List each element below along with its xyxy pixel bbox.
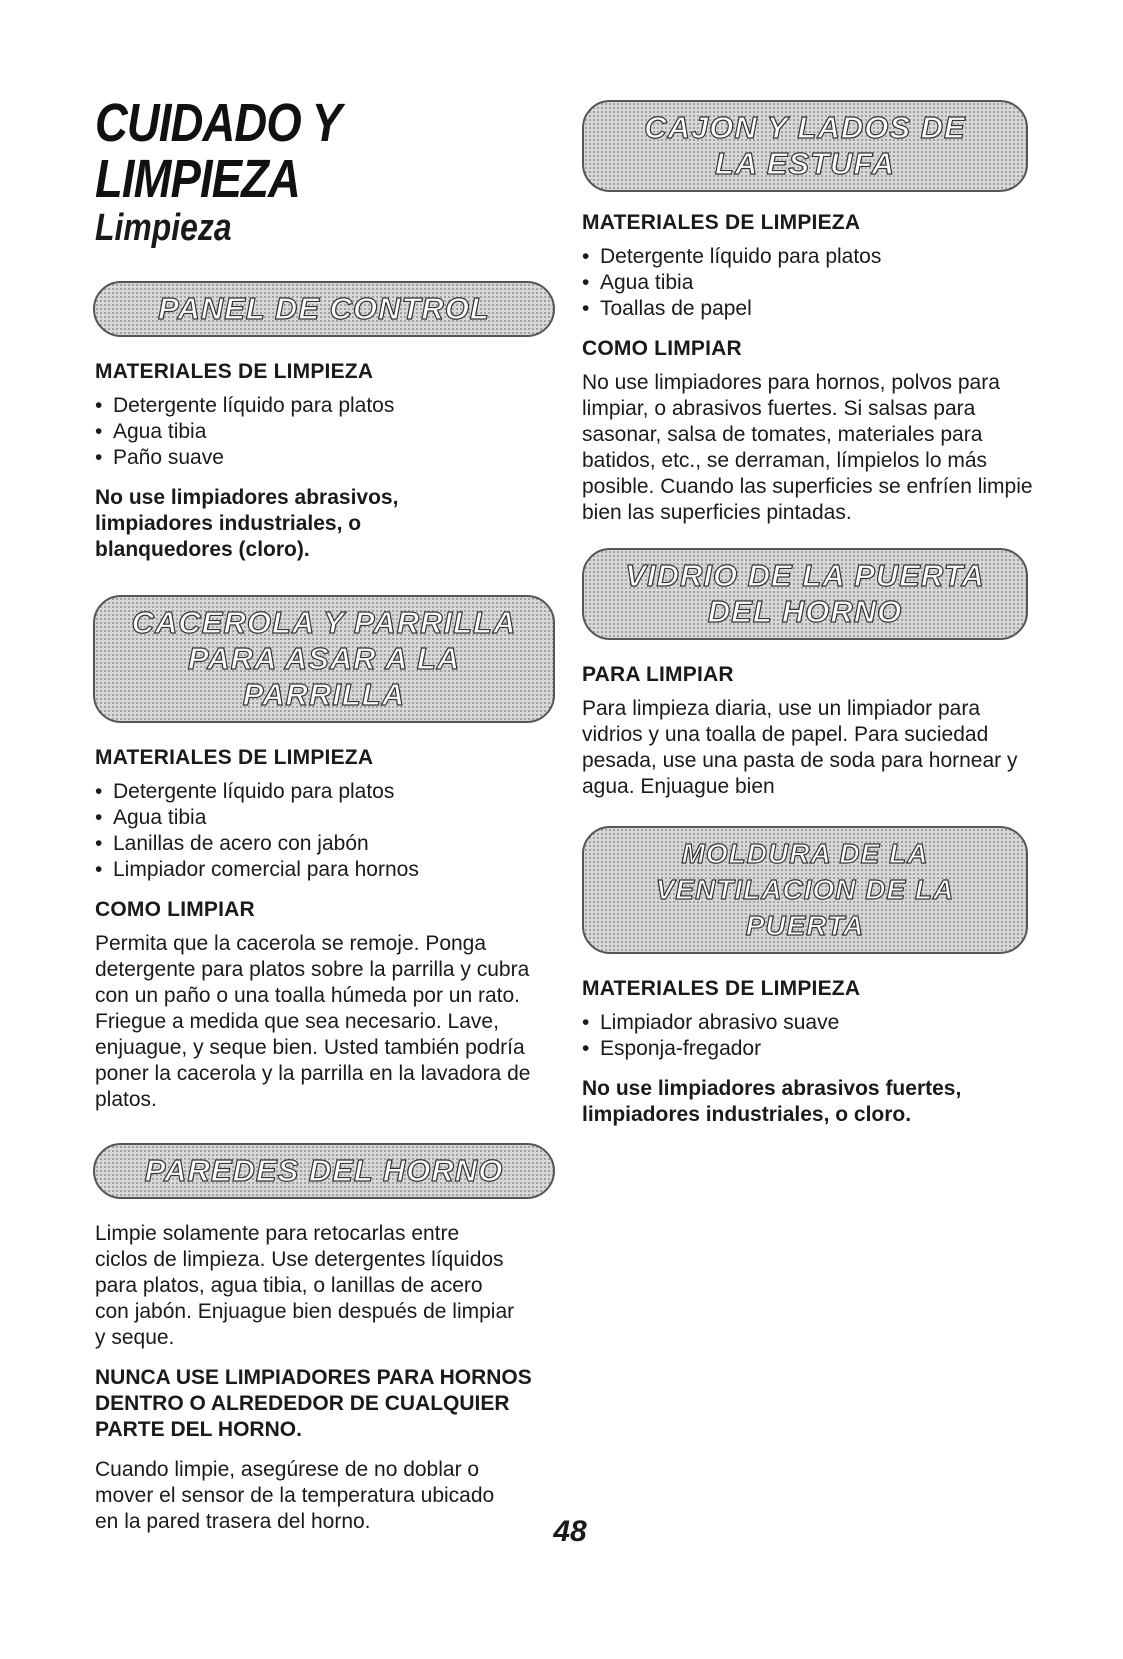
materials-list	[582, 1010, 1037, 1062]
warning-text: NUNCA USE LIMPIADORES PARA HORNOS DENTRO O ALREDEDOR DE CUALQUIER PARTE DEL HORNO.	[95, 1366, 532, 1441]
banner-cacerola-parrilla	[93, 595, 555, 723]
banner-vidrio-puerta-horno	[582, 548, 1028, 640]
how-to-heading: COMO LIMPIAR	[95, 898, 255, 921]
banner-label: CACEROLA Y PARRILLA PARA ASAR A LA PARRILLA	[131, 605, 517, 712]
list-item: • Limpiador abrasivo suave	[582, 1010, 1037, 1036]
banner-label: MOLDURA DE LA VENTILACION DE LA PUERTA	[655, 838, 955, 941]
list-item: • Detergente líquido para platos	[95, 779, 550, 805]
banner-cajon-lados-estufa	[582, 100, 1028, 192]
page-subtitle: Limpieza	[95, 207, 232, 249]
banner-label: VIDRIO DE LA PUERTA DEL HORNO	[625, 558, 985, 629]
warning-text: No use limpiadores abrasivos fuertes, limpiadores industriales, o cloro.	[582, 1077, 962, 1126]
list-item: • Agua tibia	[95, 419, 550, 445]
how-to-text: Permita que la cacerola se remoje. Ponga detergente para platos sobre la parrilla y cubra con un paño o una toalla húmeda por un rato. Friegue a medida que sea necesario. Lave, enjuague, y seque bien. Usted también podría poner la cacerola y la parrilla en la lavadora de platos.	[95, 932, 531, 1111]
how-to-heading: COMO LIMPIAR	[582, 337, 742, 360]
list-item: • Lanillas de acero con jabón	[95, 831, 550, 857]
list-item: • Agua tibia	[582, 270, 1037, 296]
list-item: • Detergente líquido para platos	[582, 244, 1037, 270]
banner-moldura-ventilacion	[582, 826, 1028, 954]
materials-list	[95, 393, 550, 471]
materials-heading: MATERIALES DE LIMPIEZA	[95, 360, 374, 383]
materials-heading: MATERIALES DE LIMPIEZA	[95, 746, 374, 769]
page-number: 48	[553, 1515, 587, 1548]
list-item: • Detergente líquido para platos	[95, 393, 550, 419]
banner-label: CAJON Y LADOS DE LA ESTUFA	[644, 110, 966, 181]
list-item: • Esponja-fregador	[582, 1036, 1037, 1062]
list-item: • Paño suave	[95, 445, 550, 471]
how-to-text: No use limpiadores para hornos, polvos para limpiar, o abrasivos fuertes. Si salsas para sasonar, salsa de tomates, materiales para batidos, etc., se derraman, límpielos lo más posible. Cuando las superficies se enfríen limpie bien las superficies pintadas.	[582, 371, 1033, 524]
left-column	[95, 95, 550, 1549]
paredes-text: Limpie solamente para retocarlas entre ciclos de limpieza. Use detergentes líquidos para platos, agua tibia, o lanillas de acero con jabón. Enjuague bien después de limpiar y seque.	[95, 1222, 515, 1349]
banner-label: PAREDES DEL HORNO	[144, 1153, 504, 1188]
list-item: • Limpiador comercial para hornos	[95, 857, 550, 883]
list-item: • Toallas de papel	[582, 296, 1037, 322]
page-title: CUIDADO Y LIMPIEZA	[95, 93, 341, 209]
materials-heading: MATERIALES DE LIMPIEZA	[582, 977, 861, 1000]
banner-label: PANEL DE CONTROL	[158, 291, 490, 326]
banner-paredes-del-horno	[93, 1143, 555, 1199]
banner-panel-de-control	[93, 281, 555, 337]
how-to-text: Para limpieza diaria, use un limpiador para vidrios y una toalla de papel. Para suciedad pesada, use una pasta de soda para hornear y agua. Enjuague bien	[582, 697, 1018, 798]
materials-list	[582, 244, 1037, 322]
materials-list	[95, 779, 550, 883]
paredes-text-2: Cuando limpie, asegúrese de no doblar o mover el sensor de la temperatura ubicado en la pared trasera del horno.	[95, 1458, 495, 1533]
list-item: • Agua tibia	[95, 805, 550, 831]
how-to-heading: PARA LIMPIAR	[582, 663, 734, 686]
materials-heading: MATERIALES DE LIMPIEZA	[582, 211, 861, 234]
warning-text: No use limpiadores abrasivos, limpiadores industriales, o blanquedores (cloro).	[95, 486, 399, 561]
right-column	[582, 100, 1037, 1142]
